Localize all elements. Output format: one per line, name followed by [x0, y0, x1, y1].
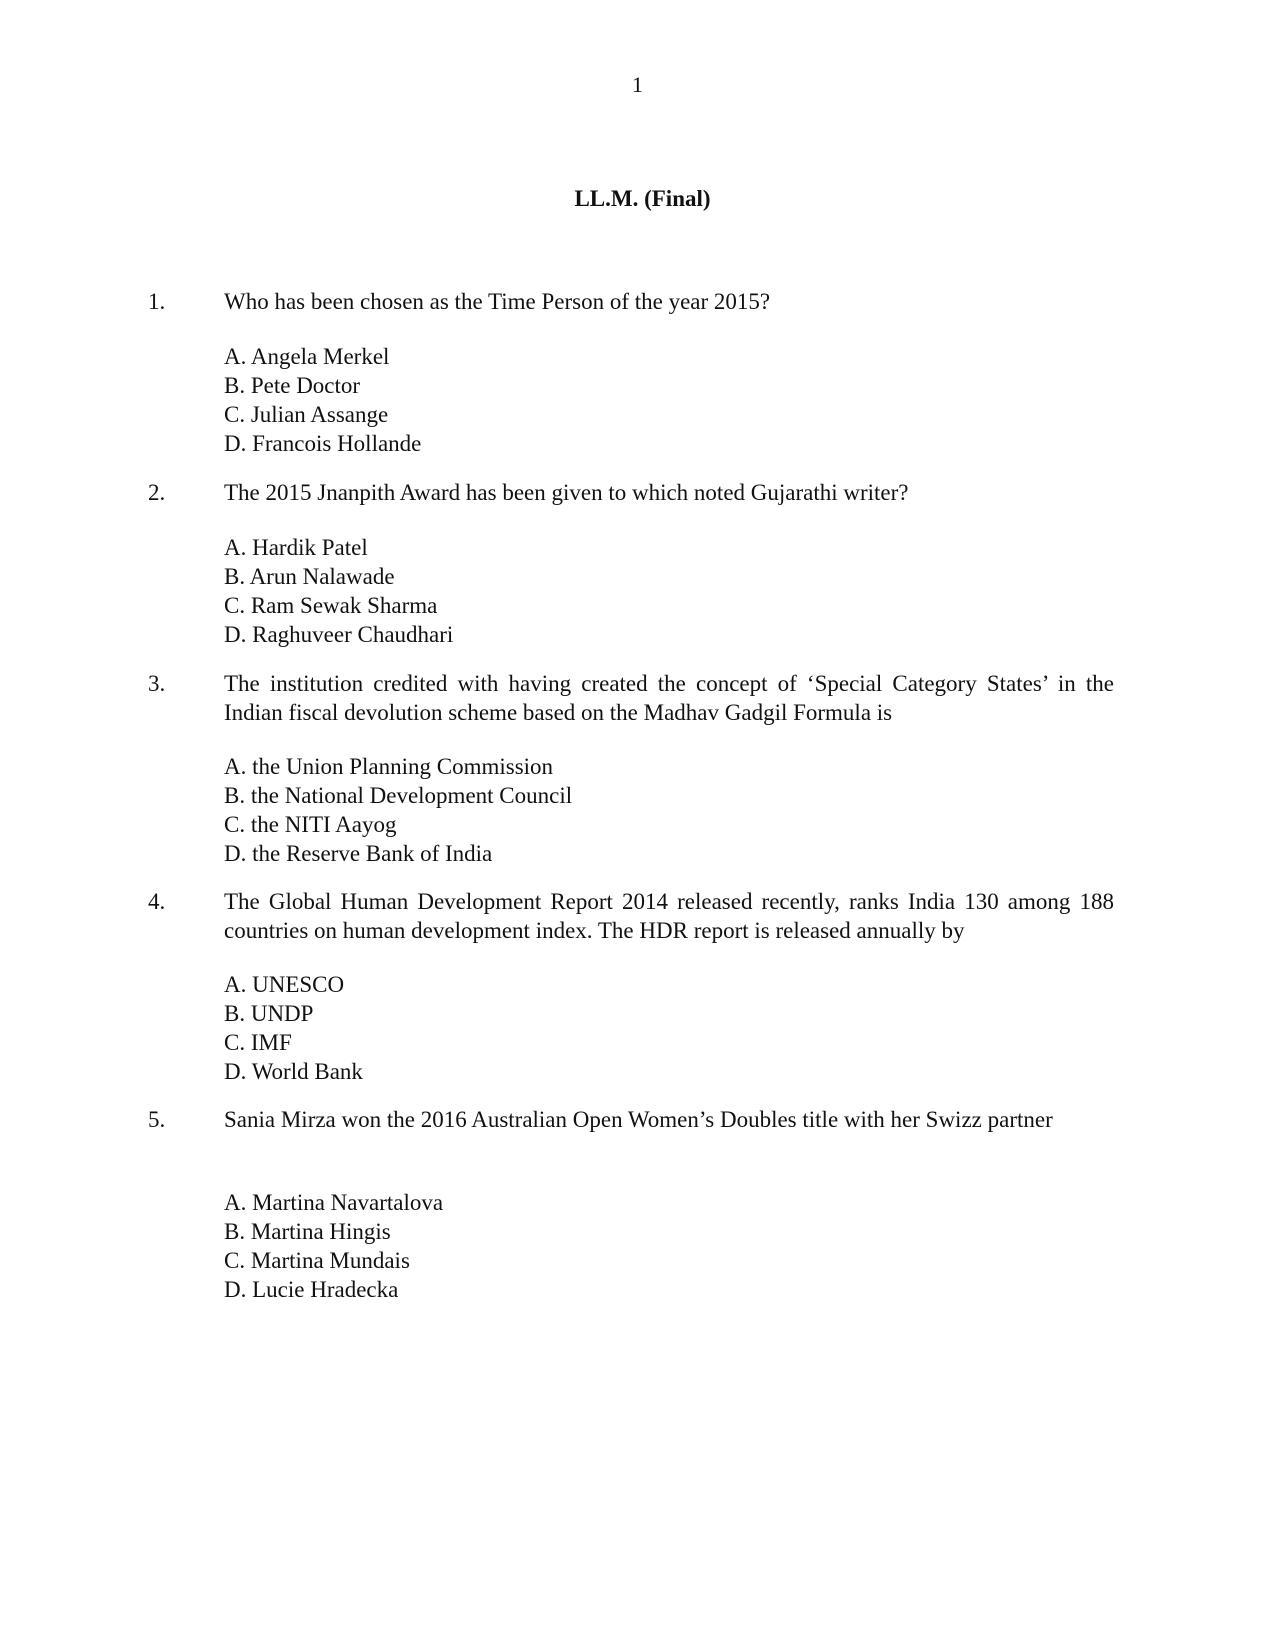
option-d: D. the Reserve Bank of India [224, 841, 493, 866]
option-c: C. Martina Mundais [224, 1248, 410, 1273]
question-text: Sania Mirza won the 2016 Australian Open Women’s Doubles title with her Swizz partner [224, 1107, 1053, 1132]
question-text: The Global Human Development Report 2014 released recently, ranks India 130 among 188 countries on human development index. The HDR report is released annually by [224, 889, 1114, 943]
question-text: The 2015 Jnanpith Award has been given to which noted Gujarathi writer? [224, 480, 909, 505]
option-a: A. the Union Planning Commission [224, 754, 554, 779]
question-number: 1. [148, 289, 166, 314]
option-b: B. Martina Hingis [224, 1219, 391, 1244]
page-number: 1 [632, 72, 643, 97]
question-2-options [224, 533, 1024, 649]
option-c: C. Julian Assange [224, 402, 389, 427]
option-a: A. Angela Merkel [224, 344, 390, 369]
option-c: C. the NITI Aayog [224, 812, 397, 837]
question-number: 5. [148, 1107, 166, 1132]
question-text: The institution credited with having created the concept of ‘Special Category States’ in the Indian fiscal devolution scheme based on the Madhav Gadgil Formula is [224, 671, 1114, 725]
option-a: A. UNESCO [224, 972, 345, 997]
option-b: B. Arun Nalawade [224, 564, 395, 589]
question-1-options [224, 342, 1024, 458]
question-number: 2. [148, 480, 166, 505]
option-d: D. Lucie Hradecka [224, 1277, 399, 1302]
question-5-options [224, 1188, 1024, 1304]
question-4-options [224, 970, 1024, 1086]
option-c: C. IMF [224, 1030, 292, 1055]
option-b: B. the National Development Council [224, 783, 573, 808]
option-d: D. Francois Hollande [224, 431, 422, 456]
option-c: C. Ram Sewak Sharma [224, 593, 438, 618]
option-b: B. Pete Doctor [224, 373, 361, 398]
option-a: A. Martina Navartalova [224, 1190, 444, 1215]
exam-title: LL.M. (Final) [574, 186, 711, 211]
option-d: D. World Bank [224, 1059, 363, 1084]
question-3-options [224, 752, 1024, 868]
question-text: Who has been chosen as the Time Person of the year 2015? [224, 289, 771, 314]
question-number: 4. [148, 889, 166, 914]
question-number: 3. [148, 671, 166, 696]
option-d: D. Raghuveer Chaudhari [224, 622, 454, 647]
option-a: A. Hardik Patel [224, 535, 368, 560]
option-b: B. UNDP [224, 1001, 314, 1026]
